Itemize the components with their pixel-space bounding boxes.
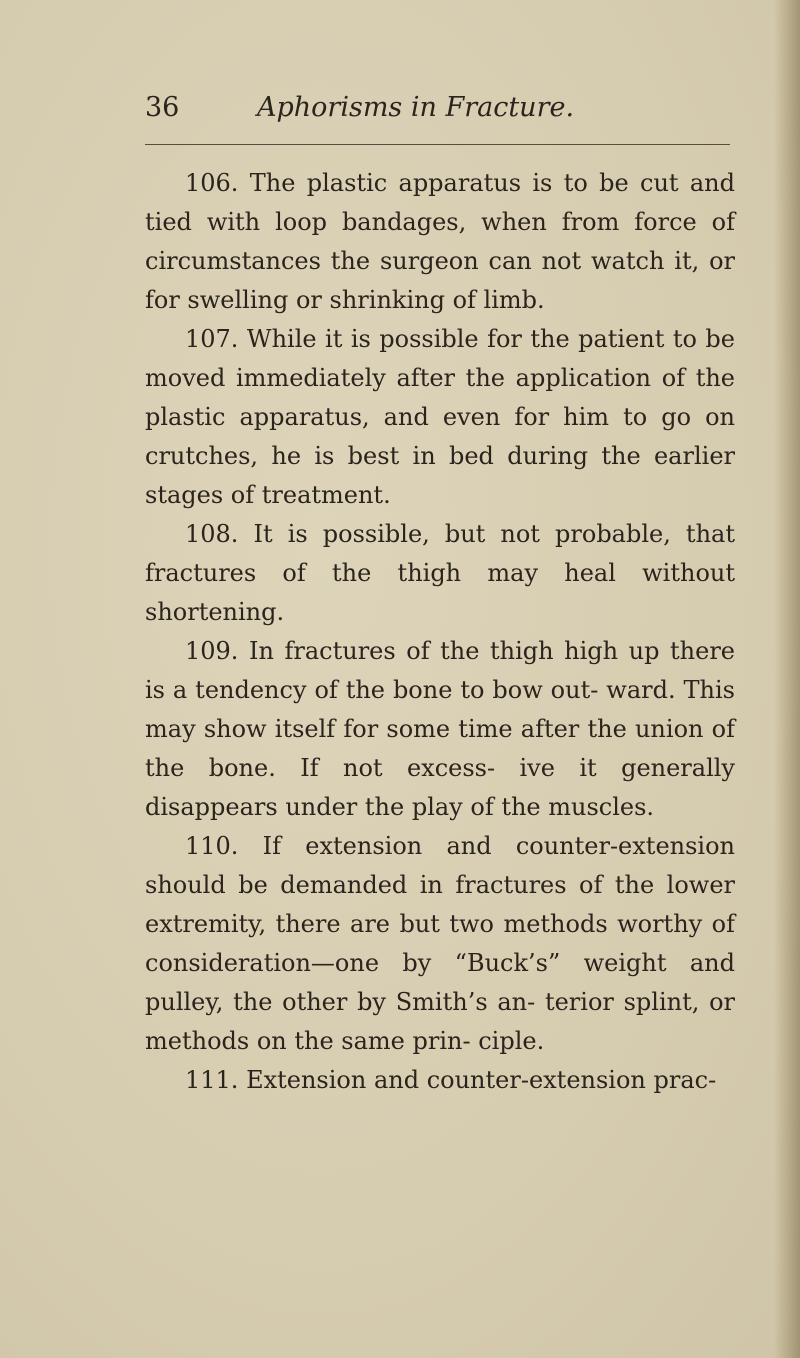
aphorism-106: 106. The plastic apparatus is to be cut and tied with loop bandages, when from force of circumstances the surgeon can not watch it, or for swelling or shrinking of limb. [145, 169, 735, 314]
aphorism-109: 109. In fractures of the thigh high up there is a tendency of the bone to bow out- ward. This may show itself for some time after the union of the bone. If not excess- ive it generally disappears under the play of the muscles. [145, 637, 735, 821]
aphorism-107: 107. While it is possible for the patient to be moved immediately after the application of the plastic apparatus, and even for him to go on crutches, he is best in bed during the earlier stages of treatment. [145, 325, 735, 509]
page-number: 36 [145, 92, 180, 123]
body-text [145, 164, 735, 1100]
running-title: Aphorisms in Fracture. [257, 92, 575, 123]
aphorism-108: 108. It is possible, but not probable, that fractures of the thigh may heal without shortening. [145, 520, 735, 626]
header-rule [145, 144, 730, 145]
aphorism-110: 110. If extension and counter-extension should be demanded in fractures of the lower extremity, there are but two methods worthy of consideration—one by “Buck’s” weight and pulley, the other by Smith’s an- terior splint, or methods on the same prin- ciple. [145, 832, 735, 1055]
page-edge-shadow [774, 0, 800, 1358]
page-header [145, 92, 740, 132]
aphorism-111: 111. Extension and counter-extension prac- [185, 1066, 717, 1094]
